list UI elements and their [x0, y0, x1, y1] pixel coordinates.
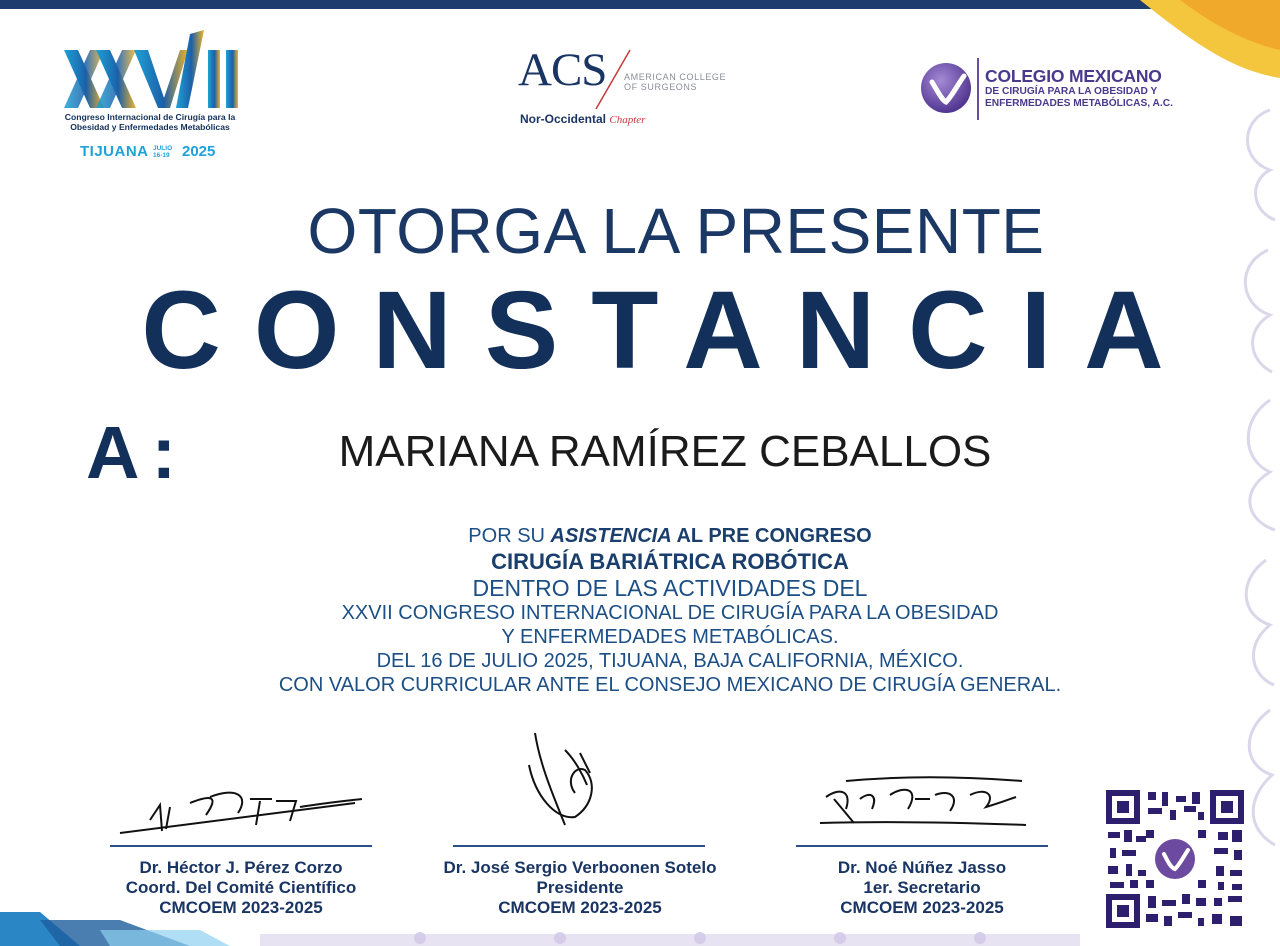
congress-name — [60, 112, 240, 132]
acs-logo — [518, 45, 738, 135]
congress-year: 2025 — [182, 143, 216, 160]
congress-place: TIJUANA — [80, 143, 149, 160]
acs-sub-line1: AMERICAN COLLEGE — [624, 72, 727, 82]
signatory-2 — [425, 725, 735, 925]
attendance-emphasis: ASISTENCIA — [550, 525, 672, 547]
body-line-6: DEL 16 DE JULIO 2025, TIJUANA, BAJA CALIFORNIA, MÉXICO. — [376, 650, 964, 672]
signatory-3-name: Dr. Noé Núñez Jasso — [837, 858, 1007, 877]
signatory-1 — [100, 725, 382, 925]
signatory-2-org: CMCOEM 2023-2025 — [498, 898, 662, 917]
acs-sub-line2: OF SURGEONS — [624, 82, 698, 92]
congress-name-line1: Congreso Internacional de Cirugía para la — [64, 112, 236, 122]
signatory-2-name: Dr. José Sergio Verboonen Sotelo — [443, 858, 717, 877]
cmcoem-title: COLEGIO MEXICANO — [985, 66, 1162, 86]
signature-3 — [790, 725, 1054, 845]
attendance-line — [0, 524, 1280, 548]
congress-dates — [153, 145, 172, 159]
cmcoem-logo — [920, 58, 1190, 128]
certificate-heading: OTORGA LA PRESENTE — [307, 195, 1045, 267]
body-line-5: Y ENFERMEDADES METABÓLICAS. — [501, 626, 839, 648]
cmcoem-sub-line2: ENFERMEDADES METABÓLICAS, A.C. — [985, 98, 1173, 109]
attendance-prefix: POR SU — [468, 525, 551, 547]
qr-code-icon — [1106, 790, 1244, 928]
signatory-2-text — [425, 858, 735, 918]
signatory-1-name: Dr. Héctor J. Pérez Corzo — [139, 858, 343, 877]
signature-line-1 — [110, 845, 372, 847]
signature-1 — [100, 725, 382, 845]
signature-line-3 — [796, 845, 1048, 847]
cmcoem-divider — [977, 58, 979, 120]
signatory-3-role: 1er. Secretario — [863, 878, 981, 897]
acs-chapter — [520, 112, 645, 126]
certificate-title: CONSTANCIA — [141, 269, 1197, 392]
recipient-name: MARIANA RAMÍREZ CEBALLOS — [338, 427, 992, 476]
signatory-3-text — [790, 858, 1054, 918]
signatory-1-org: CMCOEM 2023-2025 — [159, 898, 323, 917]
signature-2 — [425, 725, 735, 845]
course-title: CIRUGÍA BARIÁTRICA ROBÓTICA — [491, 549, 849, 574]
cmcoem-sub-line1: DE CIRUGÍA PARA LA OBESIDAD Y — [985, 86, 1158, 97]
congress-month: JULIO — [153, 145, 173, 152]
recipient-label: A: — [86, 411, 189, 494]
body-line-7: CON VALOR CURRICULAR ANTE EL CONSEJO MEXICANO DE CIRUGÍA GENERAL. — [278, 674, 1062, 696]
body-line-3: DENTRO DE LAS ACTIVIDADES DEL — [472, 575, 868, 601]
attendance-event: PRE CONGRESO — [708, 525, 872, 547]
congress-days: 16-19 — [153, 152, 170, 159]
cmcoem-emblem-icon — [920, 62, 972, 114]
congress-name-line2: Obesidad y Enfermedades Metabólicas — [70, 122, 230, 132]
congress-logo — [60, 28, 250, 168]
top-border — [0, 0, 1280, 9]
attendance-connector: AL — [671, 525, 709, 547]
body-line-4: XXVII CONGRESO INTERNACIONAL DE CIRUGÍA PARA LA OBESIDAD — [341, 602, 999, 624]
certificate-body — [0, 524, 1280, 697]
signatory-3 — [790, 725, 1054, 925]
acs-region: Nor-Occidental — [520, 112, 607, 126]
signatory-2-role: Presidente — [536, 878, 624, 897]
signatory-3-org: CMCOEM 2023-2025 — [840, 898, 1004, 917]
signatory-1-text — [100, 858, 382, 918]
xxvii-emblem-icon — [64, 28, 244, 113]
acs-chapter-word: Chapter — [609, 114, 646, 126]
acs-letters: ACS — [518, 44, 607, 96]
cmcoem-subtitle — [985, 86, 1173, 110]
signature-line-2 — [453, 845, 705, 847]
signatory-1-role: Coord. Del Comité Científico — [125, 878, 357, 897]
acs-subtitle — [624, 72, 726, 92]
